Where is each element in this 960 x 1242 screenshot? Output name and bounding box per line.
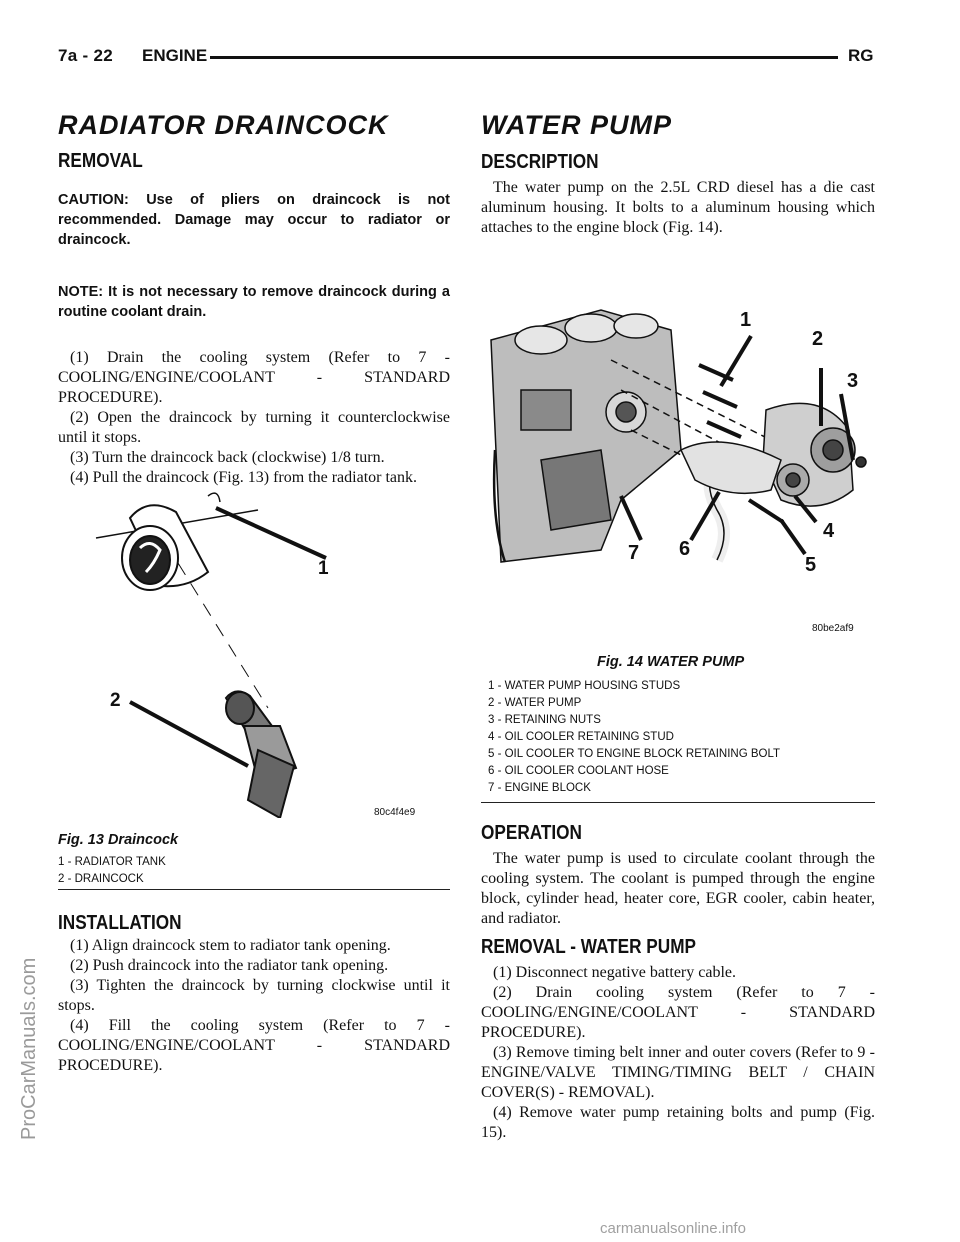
installation-step-2: (2) Push draincock into the radiator tank opening. [70,957,389,974]
figure-caption: Fig. 14 WATER PUMP [597,654,745,670]
page-number: 7a - 22 [58,46,114,65]
figure-id: 80be2af9 [812,623,854,634]
removal-heading: REMOVAL [58,150,143,172]
legend-item: 2 - WATER PUMP [488,697,582,709]
side-watermark: ProCarManuals.com [18,957,40,1140]
figure-id: 80c4f4e9 [374,807,416,818]
legend-item: 1 - WATER PUMP HOUSING STUDS [488,680,681,692]
removal-water-pump-heading: REMOVAL - WATER PUMP [481,936,696,958]
callout-4: 4 [823,520,835,542]
wp-removal-step-2: (2) Drain cooling system (Refer to 7 - COOLING/ENGINE/COOLANT - STANDARD PROCEDURE). [481,984,875,1041]
description-text: The water pump on the 2.5L CRD diesel has a die cast aluminum housing. It bolts to a aluminum housing which attaches to the engine block (Fig. 14). [481,179,875,236]
legend-item: 3 - RETAINING NUTS [488,714,601,726]
callout-2: 2 [812,328,824,350]
installation-step-1: (1) Align draincock stem to radiator tank opening. [70,937,391,954]
figure-caption: Fig. 13 Draincock [58,832,179,848]
legend-item: 1 - RADIATOR TANK [58,856,166,868]
figure-rule [481,802,875,803]
caution-text: CAUTION: Use of pliers on draincock is not recommended. Damage may occur to radiator or draincock. [58,192,450,248]
installation-step-4: (4) Fill the cooling system (Refer to 7 - COOLING/ENGINE/COOLANT - STANDARD PROCEDURE). [58,1017,450,1074]
legend-item: 2 - DRAINCOCK [58,873,144,885]
removal-step-2: (2) Open the draincock by turning it counterclockwise until it stops. [58,409,450,446]
draincock-illustration [58,488,450,818]
legend-item: 4 - OIL COOLER RETAINING STUD [488,731,674,743]
header-rule [210,56,838,59]
figure-legend [488,678,780,797]
installation-heading: INSTALLATION [58,912,182,934]
callout-1: 1 [318,558,329,579]
wp-removal-step-4: (4) Remove water pump retaining bolts and pump (Fig. 15). [481,1104,875,1141]
removal-steps [58,348,450,488]
water-pump-title: WATER PUMP [481,110,672,140]
installation-steps [58,936,450,1076]
description-heading: DESCRIPTION [481,151,599,173]
wp-removal-step-3: (3) Remove timing belt inner and outer covers (Refer to 9 - ENGINE/VALVE TIMING/TIMING BELT / CHAIN COVER(S) - REMOVAL). [481,1044,875,1101]
figure-legend [58,854,166,888]
callout-1: 1 [740,309,752,331]
legend-item: 5 - OIL COOLER TO ENGINE BLOCK RETAINING BOLT [488,748,781,760]
installation-step-3: (3) Tighten the draincock by turning clockwise until it stops. [58,977,450,1014]
callout-7: 7 [628,542,640,564]
removal-step-4: (4) Pull the draincock (Fig. 13) from the radiator tank. [70,469,418,486]
legend-item: 7 - ENGINE BLOCK [488,782,591,794]
water-pump-removal-steps [481,963,875,1143]
model-code: RG [848,46,874,65]
section-name: ENGINE [142,46,208,65]
legend-item: 6 - OIL COOLER COOLANT HOSE [488,765,669,777]
operation-heading: OPERATION [481,822,582,844]
note-text: NOTE: It is not necessary to remove draincock during a routine coolant drain. [58,284,450,320]
radiator-draincock-title: RADIATOR DRAINCOCK [58,110,389,140]
callout-2: 2 [110,690,121,711]
figure-rule [58,889,450,890]
wp-removal-step-1: (1) Disconnect negative battery cable. [493,964,736,981]
operation-text: The water pump is used to circulate coolant through the cooling system. The coolant is pumped through the engine block, cylinder head, heater core, EGR cooler, cabin heater, and radiator. [481,850,875,927]
callout-5: 5 [805,554,817,576]
callout-6: 6 [679,538,691,560]
removal-step-3: (3) Turn the draincock back (clockwise) 1/8 turn. [70,449,385,466]
removal-step-1: (1) Drain the cooling system (Refer to 7 - COOLING/ENGINE/COOLANT - STANDARD PROCEDURE). [58,349,450,406]
callout-3: 3 [847,370,859,392]
footer-watermark: carmanualsonline.info [600,1220,746,1237]
